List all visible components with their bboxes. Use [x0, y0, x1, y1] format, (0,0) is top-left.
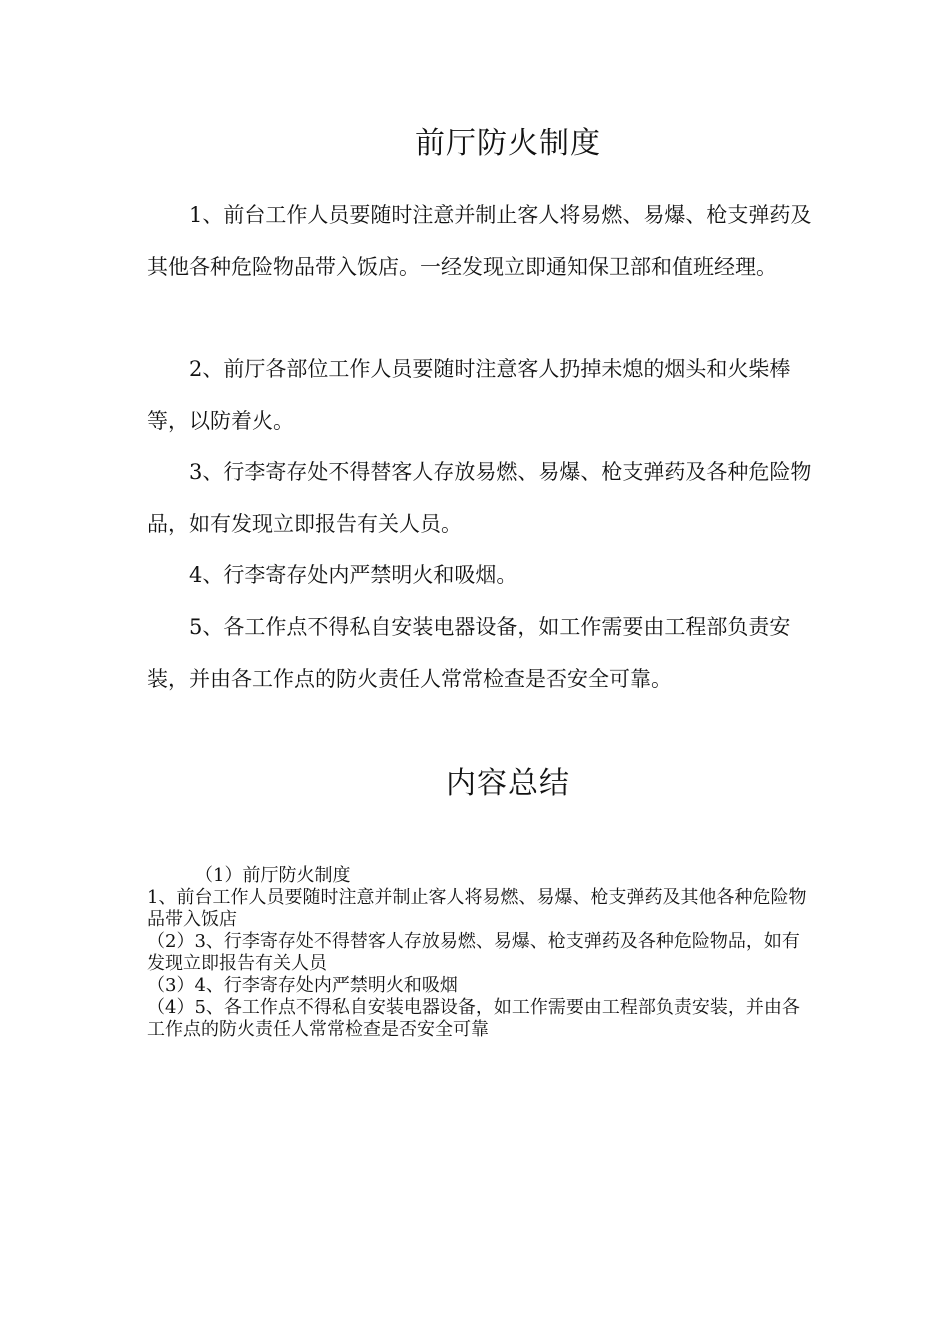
paragraph-text: 4、行李寄存处内严禁明火和吸烟。	[189, 563, 518, 587]
summary-line: 1、前台工作人员要随时注意并制止客人将易燃、易爆、枪支弹药及其他各种危险物品带入饭店	[147, 887, 807, 930]
paragraph-text: 5、各工作点不得私自安装电器设备，如工作需要由工程部负责安装，并由各工作点的防火责任人常常检查是否安全可靠。	[147, 615, 791, 691]
summary-line: （4）5、各工作点不得私自安装电器设备，如工作需要由工程部负责安装，并由各工作点的防火责任人常常检查是否安全可靠	[147, 997, 800, 1040]
body-paragraph-5	[147, 601, 815, 705]
body-paragraph-2	[147, 343, 815, 447]
body-paragraph-3	[147, 446, 815, 550]
summary-line: （2）3、行李寄存处不得替客人存放易燃、易爆、枪支弹药及各种危险物品，如有发现立即报告有关人员	[147, 931, 800, 974]
body-paragraph-4	[147, 549, 815, 601]
summary-title: 内容总结	[446, 766, 570, 801]
paragraph-text: 3、行李寄存处不得替客人存放易燃、易爆、枪支弹药及各种危险物品，如有发现立即报告有关人员。	[147, 460, 812, 536]
document-title: 前厅防火制度	[415, 126, 601, 161]
body-paragraph-1	[147, 189, 815, 293]
summary-line: （1）前厅防火制度	[195, 865, 351, 886]
summary-block	[147, 865, 815, 1041]
paragraph-text: 1、前台工作人员要随时注意并制止客人将易燃、易爆、枪支弹药及其他各种危险物品带入饭店。一经发现立即通知保卫部和值班经理。	[147, 203, 812, 279]
summary-line: （3）4、行李寄存处内严禁明火和吸烟	[147, 975, 458, 996]
paragraph-text: 2、前厅各部位工作人员要随时注意客人扔掉未熄的烟头和火柴棒等，以防着火。	[147, 357, 791, 433]
